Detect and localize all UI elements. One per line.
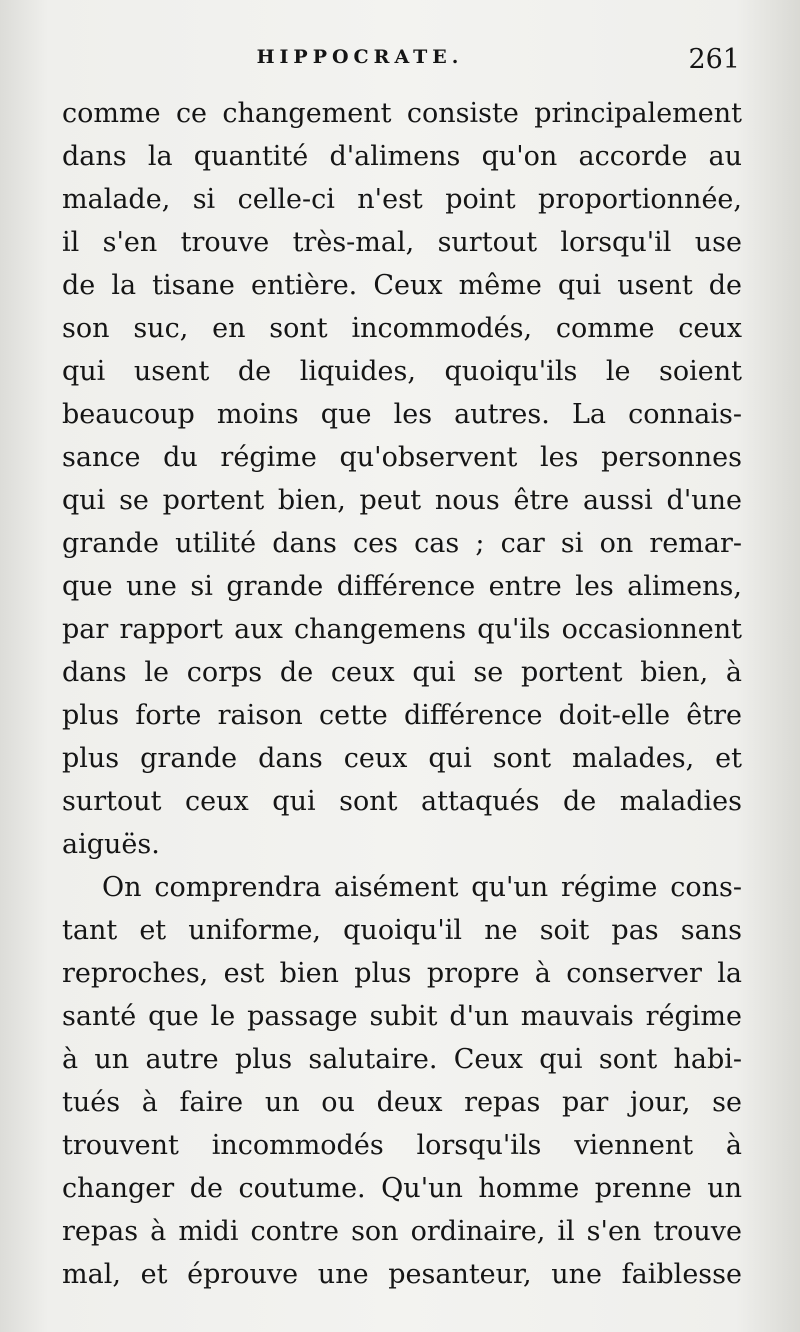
text-line: plus forte raison cette différence doit-elle être <box>62 700 742 731</box>
text-line: à un autre plus salutaire. Ceux qui sont habi- <box>62 1044 742 1075</box>
text-line: beaucoup moins que les autres. La connais- <box>62 399 742 430</box>
text-line: On comprendra aisément qu'un régime cons- <box>102 872 742 903</box>
text-line: dans le corps de ceux qui se portent bien, à <box>62 657 742 688</box>
text-line: santé que le passage subit d'un mauvais régime <box>62 1001 742 1032</box>
text-line: dans la quantité d'alimens qu'on accorde au <box>62 141 742 172</box>
paragraph-1 <box>62 92 742 866</box>
body-text <box>62 92 742 1296</box>
text-line: malade, si celle-ci n'est point proportionnée, <box>62 184 742 215</box>
text-line: aiguës. <box>62 829 160 860</box>
text-line: tués à faire un ou deux repas par jour, se <box>62 1087 742 1118</box>
text-line: grande utilité dans ces cas ; car si on remar- <box>62 528 742 559</box>
text-line: trouvent incommodés lorsqu'ils viennent à <box>62 1130 742 1161</box>
text-line: surtout ceux qui sont attaqués de maladies <box>62 786 742 817</box>
text-line: mal, et éprouve une pesanteur, une faiblesse <box>62 1259 742 1290</box>
text-line: que une si grande différence entre les alimens, <box>62 571 742 602</box>
text-line: son suc, en sont incommodés, comme ceux <box>62 313 742 344</box>
text-line: plus grande dans ceux qui sont malades, et <box>62 743 742 774</box>
page-number: 261 <box>688 44 740 75</box>
text-line: tant et uniforme, quoiqu'il ne soit pas sans <box>62 915 742 946</box>
text-line: changer de coutume. Qu'un homme prenne un <box>62 1173 742 1204</box>
paragraph-2 <box>62 866 742 1296</box>
text-line: reproches, est bien plus propre à conserver la <box>62 958 742 989</box>
text-line: qui se portent bien, peut nous être aussi d'une <box>62 485 742 516</box>
text-line: qui usent de liquides, quoiqu'ils le soient <box>62 356 742 387</box>
text-line: comme ce changement consiste principalement <box>62 98 742 129</box>
text-line: de la tisane entière. Ceux même qui usent de <box>62 270 742 301</box>
text-line: repas à midi contre son ordinaire, il s'en trouve <box>62 1216 742 1247</box>
text-line: par rapport aux changemens qu'ils occasionnent <box>62 614 742 645</box>
text-line: sance du régime qu'observent les personnes <box>62 442 742 473</box>
running-head <box>60 44 740 78</box>
text-line: il s'en trouve très-mal, surtout lorsqu'il use <box>62 227 742 258</box>
running-title: HIPPOCRATE. <box>256 46 464 68</box>
